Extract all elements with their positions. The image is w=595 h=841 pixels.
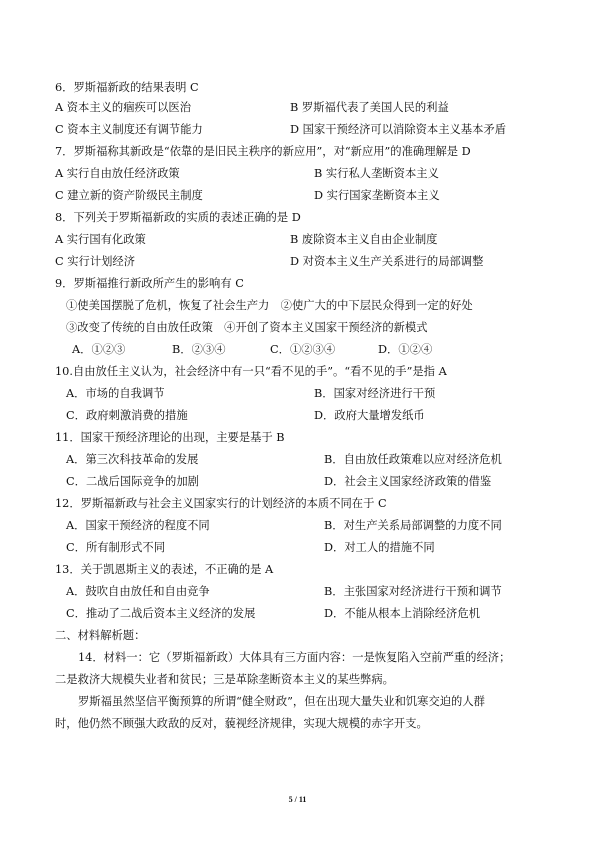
question-10-option-a: A．市场的自我调节 <box>66 387 165 400</box>
question-6-option-d: D 国家干预经济可以消除资本主义基本矛盾 <box>290 123 506 136</box>
question-9-option-c: C．①②③④ <box>270 343 336 356</box>
question-6-stem: 6．罗斯福新政的结果表明 C <box>55 81 199 94</box>
question-14-line-1: 14．材料一：它（罗斯福新政）大体具有三方面内容：一是恢复陷入空前严重的经济； <box>78 651 511 664</box>
question-13-option-b: B．主张国家对经济进行干预和调节 <box>324 585 502 598</box>
question-13-option-c: C．推动了二战后资本主义经济的发展 <box>66 607 256 620</box>
question-9-items-1-2: ①使美国摆脱了危机，恢复了社会生产力 ②使广大的中下层民众得到一定的好处 <box>66 299 473 312</box>
question-9-stem: 9．罗斯福推行新政所产生的影响有 C <box>55 277 244 290</box>
question-11-option-d: D．社会主义国家经济政策的借鉴 <box>324 475 492 488</box>
question-7-option-b: B 实行私人垄断资本主义 <box>314 167 439 180</box>
section-heading: 二、材料解析题： <box>55 629 146 642</box>
question-7-stem: 7．罗斯福称其新政是“依靠的是旧民主秩序的新应用”，对“新应用”的准确理解是 D <box>55 145 471 158</box>
question-11-option-c: C．二战后国际竞争的加剧 <box>66 475 199 488</box>
question-10-option-c: C．政府刺激消费的措施 <box>66 409 188 422</box>
question-13-stem: 13．关于凯恩斯主义的表述，不正确的是 A <box>55 563 274 576</box>
question-7-option-a: A 实行自由放任经济政策 <box>55 167 180 180</box>
question-7-option-d: D 实行国家垄断资本主义 <box>314 189 440 202</box>
question-8-option-d: D 对资本主义生产关系进行的局部调整 <box>290 255 484 268</box>
question-13-option-d: D．不能从根本上消除经济危机 <box>324 607 480 620</box>
question-8-option-b: B 废除资本主义自由企业制度 <box>290 233 438 246</box>
question-9-items-3-4: ③改变了传统的自由放任政策 ④开创了资本主义国家干预经济的新模式 <box>66 321 428 334</box>
question-9-option-d: D．①②④ <box>378 343 433 356</box>
question-12-stem: 12．罗斯福新政与社会主义国家实行的计划经济的本质不同在于 C <box>55 497 387 510</box>
question-12-option-c: C．所有制形式不同 <box>66 541 166 554</box>
question-7-option-c: C 建立新的资产阶级民主制度 <box>55 189 203 202</box>
question-8-stem: 8．下列关于罗斯福新政的实质的表述正确的是 D <box>55 211 301 224</box>
question-8-option-c: C 实行计划经济 <box>55 255 136 268</box>
question-14-line-3: 罗斯福虽然坚信平衡预算的所谓“健全财政”，但在出现大量失业和饥寒交迫的人群 <box>78 695 485 708</box>
question-14-line-4: 时，他仍然不顾强大政敌的反对，藐视经济规律，实现大规模的赤字开支。 <box>55 717 428 730</box>
question-10-option-d: D．政府大量增发纸币 <box>314 409 425 422</box>
question-14-line-2: 二是救济大规模失业者和贫民；三是革除垄断资本主义的某些弊病。 <box>55 673 394 686</box>
question-11-option-b: B．自由放任政策难以应对经济危机 <box>324 453 502 466</box>
question-10-option-b: B．国家对经济进行干预 <box>314 387 436 400</box>
question-13-option-a: A．鼓吹自由放任和自由竞争 <box>66 585 210 598</box>
question-12-option-d: D．对工人的措施不同 <box>324 541 435 554</box>
question-6-option-c: C 资本主义制度还有调节能力 <box>55 123 203 136</box>
question-12-option-a: A．国家干预经济的程度不同 <box>66 519 210 532</box>
question-6-option-a: A 资本主义的痼疾可以医治 <box>55 101 192 114</box>
question-9-option-b: B．②③④ <box>172 343 226 356</box>
page-number: 5 / 11 <box>288 795 307 804</box>
question-6-option-b: B 罗斯福代表了美国人民的利益 <box>290 101 449 114</box>
question-10-stem: 10.自由放任主义认为，社会经济中有一只“看不见的手”。“看不见的手”是指 A <box>55 365 447 378</box>
question-11-option-a: A．第三次科技革命的发展 <box>66 453 199 466</box>
question-9-option-a: A．①②③ <box>72 343 126 356</box>
question-11-stem: 11．国家干预经济理论的出现，主要是基于 B <box>55 431 285 444</box>
question-8-option-a: A 实行国有化政策 <box>55 233 146 246</box>
question-12-option-b: B．对生产关系局部调整的力度不同 <box>324 519 502 532</box>
